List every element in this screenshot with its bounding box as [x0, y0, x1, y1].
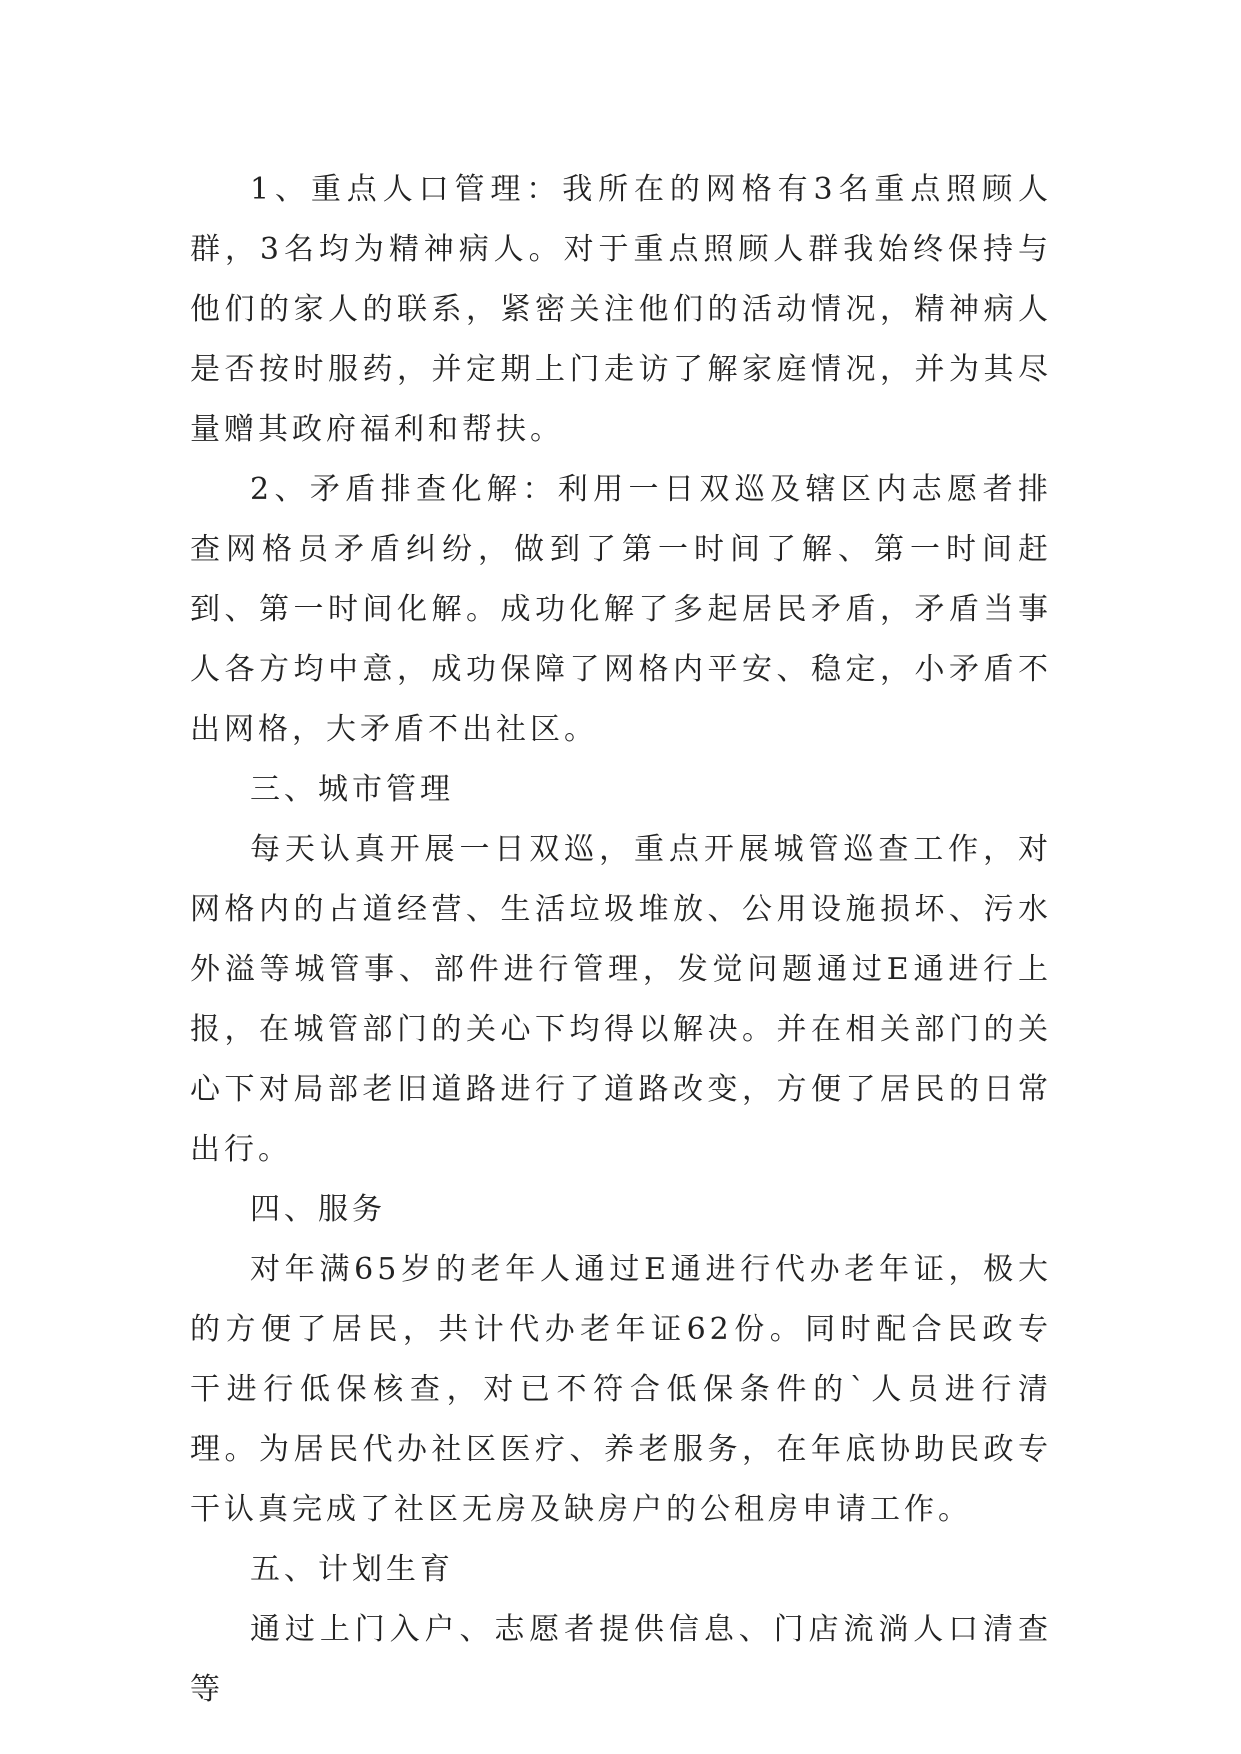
paragraph-city-management: 每天认真开展一日双巡，重点开展城管巡查工作，对网格内的占道经营、生活垃圾堆放、公用设施损坏、污水外溢等城管事、部件进行管理，发觉问题通过E通进行上报，在城管部门的关心下均得以解决。并在相关部门的关心下对局部老旧道路进行了道路改变，方便了居民的日常出行。 — [190, 832, 1052, 1167]
heading-services: 四、服务 — [250, 1192, 386, 1227]
paragraph-key-population: 1、重点人口管理：我所在的网格有3名重点照顾人群，3名均为精神病人。对于重点照顾人群我始终保持与他们的家人的联系，紧密关注他们的活动情况，精神病人是否按时服药，并定期上门走访了解家庭情况，并为其尽量赠其政府福利和帮扶。 — [190, 172, 1052, 447]
document-body — [190, 160, 1052, 1720]
paragraph-services: 对年满65岁的老年人通过E通进行代办老年证，极大的方便了居民，共计代办老年证62份。同时配合民政专干进行低保核查，对已不符合低保条件的`人员进行清理。为居民代办社区医疗、养老服务，在年底协助民政专干认真完成了社区无房及缺房户的公租房申请工作。 — [190, 1252, 1052, 1527]
heading-family-planning: 五、计划生育 — [250, 1552, 454, 1587]
paragraph-conflict-resolution: 2、矛盾排查化解：利用一日双巡及辖区内志愿者排查网格员矛盾纠纷，做到了第一时间了解、第一时间赶到、第一时间化解。成功化解了多起居民矛盾，矛盾当事人各方均中意，成功保障了网格内平安、稳定，小矛盾不出网格，大矛盾不出社区。 — [190, 472, 1052, 747]
heading-city-management: 三、城市管理 — [250, 772, 454, 807]
paragraph-family-planning: 通过上门入户、志愿者提供信息、门店流淌人口清查等 — [190, 1612, 1052, 1707]
